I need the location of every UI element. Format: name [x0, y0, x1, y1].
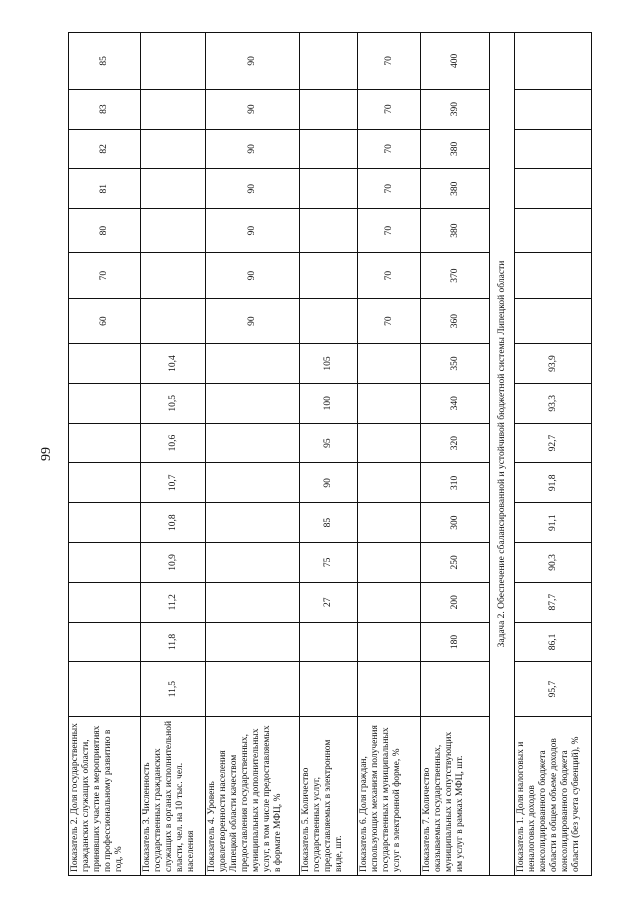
value-cell: 310: [421, 463, 490, 503]
value-cell: [300, 622, 358, 662]
value-cell: [358, 423, 421, 463]
value-cell: [421, 662, 490, 716]
value-cell: 90: [206, 169, 300, 209]
value-cell: 90: [206, 299, 300, 344]
value-cell: 105: [300, 344, 358, 384]
value-cell: [300, 209, 358, 253]
value-cell: 85: [69, 33, 141, 90]
value-cell: [358, 662, 421, 716]
value-cell: 70: [69, 253, 141, 299]
value-cell: 90: [206, 253, 300, 299]
value-cell: 360: [421, 299, 490, 344]
value-cell: 90: [206, 129, 300, 169]
value-cell: [69, 622, 141, 662]
value-cell: [300, 89, 358, 129]
task-row: [490, 33, 515, 876]
value-cell: 400: [421, 33, 490, 90]
value-cell: [358, 503, 421, 543]
value-cell: [206, 543, 300, 583]
value-cell: 93,9: [515, 344, 592, 384]
value-cell: 11,5: [141, 662, 206, 716]
value-cell: [358, 543, 421, 583]
value-cell: 380: [421, 129, 490, 169]
value-cell: 70: [358, 169, 421, 209]
value-cell: 10,5: [141, 383, 206, 423]
table-row: [421, 33, 490, 876]
value-cell: [358, 463, 421, 503]
indicator-label: Показатель 1. Доля налоговых и неналоговых доходов консолидированного бюджета области в общем объеме доходов консолидированного бюджета области (без учета субвенций), %: [515, 716, 592, 875]
value-cell: [358, 582, 421, 622]
value-cell: 90: [206, 89, 300, 129]
value-cell: [206, 383, 300, 423]
value-cell: [141, 299, 206, 344]
value-cell: 90,3: [515, 543, 592, 583]
value-cell: [300, 662, 358, 716]
value-cell: 82: [69, 129, 141, 169]
rotated-page: [68, 32, 581, 876]
value-cell: [358, 622, 421, 662]
value-cell: [206, 344, 300, 384]
value-cell: [206, 503, 300, 543]
value-cell: 90: [206, 209, 300, 253]
value-cell: [69, 463, 141, 503]
value-cell: 91,8: [515, 463, 592, 503]
value-cell: 11,8: [141, 622, 206, 662]
value-cell: 10,8: [141, 503, 206, 543]
indicator-label: Показатель 7. Количество оказываемых государственных, муниципальных и сопутствующих им услуг в рамках МФЦ, шт.: [421, 716, 490, 875]
value-cell: 250: [421, 543, 490, 583]
value-cell: [69, 503, 141, 543]
value-cell: [69, 344, 141, 384]
value-cell: [515, 209, 592, 253]
value-cell: 200: [421, 582, 490, 622]
value-cell: [515, 89, 592, 129]
table-row: [206, 33, 300, 876]
value-cell: 70: [358, 33, 421, 90]
value-cell: 320: [421, 423, 490, 463]
value-cell: 92,7: [515, 423, 592, 463]
value-cell: [69, 423, 141, 463]
table-row: [300, 33, 358, 876]
value-cell: [515, 33, 592, 90]
value-cell: 10,4: [141, 344, 206, 384]
value-cell: 80: [69, 209, 141, 253]
value-cell: 70: [358, 209, 421, 253]
value-cell: [300, 169, 358, 209]
value-cell: [206, 582, 300, 622]
value-cell: [69, 383, 141, 423]
value-cell: 95,7: [515, 662, 592, 716]
value-cell: 180: [421, 622, 490, 662]
value-cell: 10,9: [141, 543, 206, 583]
value-cell: 70: [358, 253, 421, 299]
indicator-label: Показатель 2. Доля государственных гражданских служащих области, принявших участие в мероприятиях по профессиональному развитию в год, %: [69, 716, 141, 875]
value-cell: [69, 582, 141, 622]
value-cell: [358, 344, 421, 384]
value-cell: 91,1: [515, 503, 592, 543]
value-cell: [515, 129, 592, 169]
value-cell: 70: [358, 89, 421, 129]
value-cell: [141, 253, 206, 299]
value-cell: 83: [69, 89, 141, 129]
table-body: [69, 33, 592, 876]
value-cell: 390: [421, 89, 490, 129]
value-cell: [206, 423, 300, 463]
value-cell: 70: [358, 299, 421, 344]
value-cell: [358, 383, 421, 423]
value-cell: [206, 463, 300, 503]
value-cell: 95: [300, 423, 358, 463]
value-cell: [141, 129, 206, 169]
value-cell: [300, 129, 358, 169]
value-cell: 380: [421, 209, 490, 253]
value-cell: 85: [300, 503, 358, 543]
value-cell: [515, 299, 592, 344]
value-cell: 100: [300, 383, 358, 423]
value-cell: 75: [300, 543, 358, 583]
value-cell: [141, 33, 206, 90]
value-cell: [141, 209, 206, 253]
value-cell: 10,7: [141, 463, 206, 503]
value-cell: [141, 169, 206, 209]
indicator-label: Показатель 4. Уровень удовлетворенности населения Липецкой области качеством предоставления государственных, муниципальных и дополнительных услуг, в том числе предоставляемых в формате МФЦ, %: [206, 716, 300, 875]
value-cell: [515, 253, 592, 299]
task-title: Задача 2. Обеспечение сбалансированной и устойчивой бюджетной системы Липецкой области: [490, 33, 515, 876]
value-cell: [515, 169, 592, 209]
value-cell: 81: [69, 169, 141, 209]
value-cell: [69, 543, 141, 583]
value-cell: 87,7: [515, 582, 592, 622]
indicator-label: Показатель 5. Количество государственных услуг, предоставляемых в электронном виде, шт.: [300, 716, 358, 875]
value-cell: 300: [421, 503, 490, 543]
table-row: [515, 33, 592, 876]
value-cell: 350: [421, 344, 490, 384]
value-cell: [206, 662, 300, 716]
table-row: [141, 33, 206, 876]
value-cell: 70: [358, 129, 421, 169]
table-row: [358, 33, 421, 876]
indicator-label: Показатель 6. Доля граждан, использующих механизм получения государственных и муниципальных услуг в электронной форме, %: [358, 716, 421, 875]
value-cell: 380: [421, 169, 490, 209]
table-row: [69, 33, 141, 876]
value-cell: 10,6: [141, 423, 206, 463]
value-cell: 86,1: [515, 622, 592, 662]
value-cell: [300, 253, 358, 299]
value-cell: 90: [206, 33, 300, 90]
value-cell: [300, 299, 358, 344]
value-cell: 11,2: [141, 582, 206, 622]
value-cell: 90: [300, 463, 358, 503]
value-cell: 370: [421, 253, 490, 299]
value-cell: [206, 622, 300, 662]
value-cell: 93,3: [515, 383, 592, 423]
indicator-label: Показатель 3. Численность государственных гражданских служащих в органах исполнительной власти, чел. на 10 тыс. чел. населения: [141, 716, 206, 875]
value-cell: [69, 662, 141, 716]
page-number: 99: [39, 447, 54, 461]
indicators-table: [68, 32, 592, 876]
value-cell: 27: [300, 582, 358, 622]
value-cell: 60: [69, 299, 141, 344]
value-cell: [141, 89, 206, 129]
value-cell: 340: [421, 383, 490, 423]
value-cell: [300, 33, 358, 90]
